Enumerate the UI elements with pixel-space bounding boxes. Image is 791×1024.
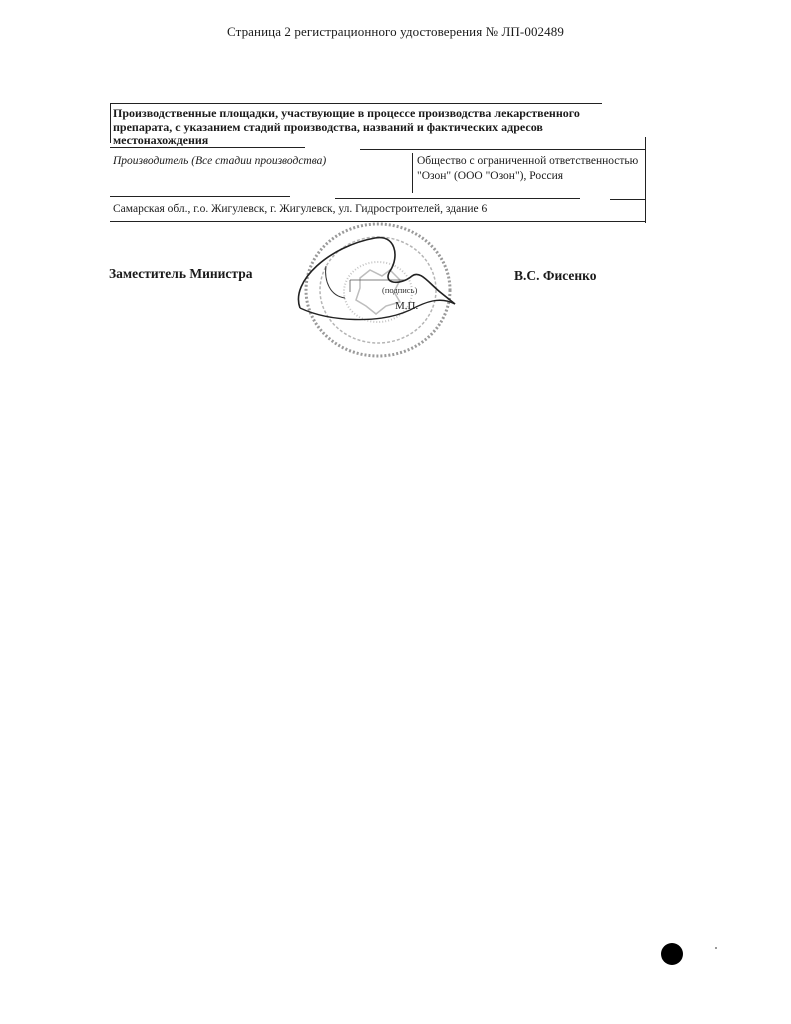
table-row-divider-left	[110, 196, 290, 197]
table-top-border	[110, 103, 602, 104]
table-row-divider-mid	[335, 198, 580, 199]
organization-name: Общество с ограниченной ответственностью "Озон" (ООО "Озон"), Россия	[417, 155, 639, 182]
table-column-divider	[412, 153, 413, 193]
section-title: Производственные площадки, участвующие в процессе производства лекарственного препарата, с указанием стадий производства, названий и фактических адресов местонахождения	[113, 106, 580, 147]
table-header-divider-right	[360, 149, 646, 150]
hole-punch-mark	[661, 943, 683, 965]
signature-caption: (подпись)	[382, 285, 418, 295]
page-title: Страница 2 регистрационного удостоверения № ЛП-002489	[227, 24, 564, 39]
table-left-border	[110, 103, 111, 143]
production-sites-table	[110, 103, 646, 221]
signatory-name: В.С. Фисенко	[514, 268, 597, 283]
manufacturer-address: Самарская обл., г.о. Жигулевск, г. Жигулевск, ул. Гидростроителей, здание 6	[113, 203, 488, 215]
table-row-divider-right	[610, 199, 646, 200]
signatory-position: Заместитель Министра	[109, 266, 253, 281]
manufacturer-label: Производитель (Все стадии производства)	[113, 155, 327, 167]
stamp-mark: М.П.	[395, 300, 419, 312]
handwritten-signature	[290, 226, 460, 336]
scan-speck	[715, 947, 717, 949]
